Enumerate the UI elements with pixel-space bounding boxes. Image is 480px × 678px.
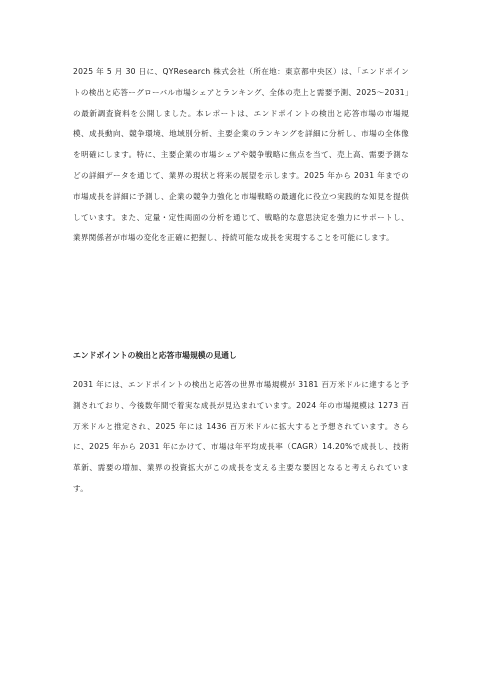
section-paragraph: 2031 年には、エンドポイントの検出と応答の世界市場規模が 3181 百万米ドルに達すると予測されており、今後数年間で着実な成長が見込まれています。2024 年の市場規模は 1273 百万米ドルと推定され、2025 年には 1436 百万米ドルに拡大すると予想されています。さらに、2025 年から 2031 年にかけて、市場は年平均成長率（CAGR）14.20%で成長し、技術革新、需要の増加、業界の投資拡大がこの成長を支える主要な要因となると考えられています。 [73, 380, 409, 493]
document-page [73, 62, 409, 493]
intro-paragraph: 2025 年 5 月 30 日に、QYResearch 株式会社（所在地：東京都中央区）は、「エンドポイントの検出と応答ーグローバル市場シェアとランキング、全体の売上と需要予測、2025～2031」の最新調査資料を公開しました。本レポートは、エンドポイントの検出と応答市場の市場規模、成長動向、競争環境、地域別分析、主要企業のランキングを詳細に分析し、市場の全体像を明確にします。特に、主要企業の市場シェアや競争戦略に焦点を当て、売上高、需要予測などの詳細データを通じて、業界の現状と将来の展望を示します。2025 年から 2031 年までの市場成長を詳細に予測し、企業の競争力強化と市場戦略の最適化に役立つ実践的な知見を提供しています。また、定量・定性両面の分析を通じて、戦略的な意思決定を強力にサポートし、業界関係者が市場の変化を正確に把握し、持続可能な成長を実現することを可能にします。 [73, 67, 409, 243]
section-heading: エンドポイントの検出と応答市場規模の見通し [73, 351, 237, 360]
